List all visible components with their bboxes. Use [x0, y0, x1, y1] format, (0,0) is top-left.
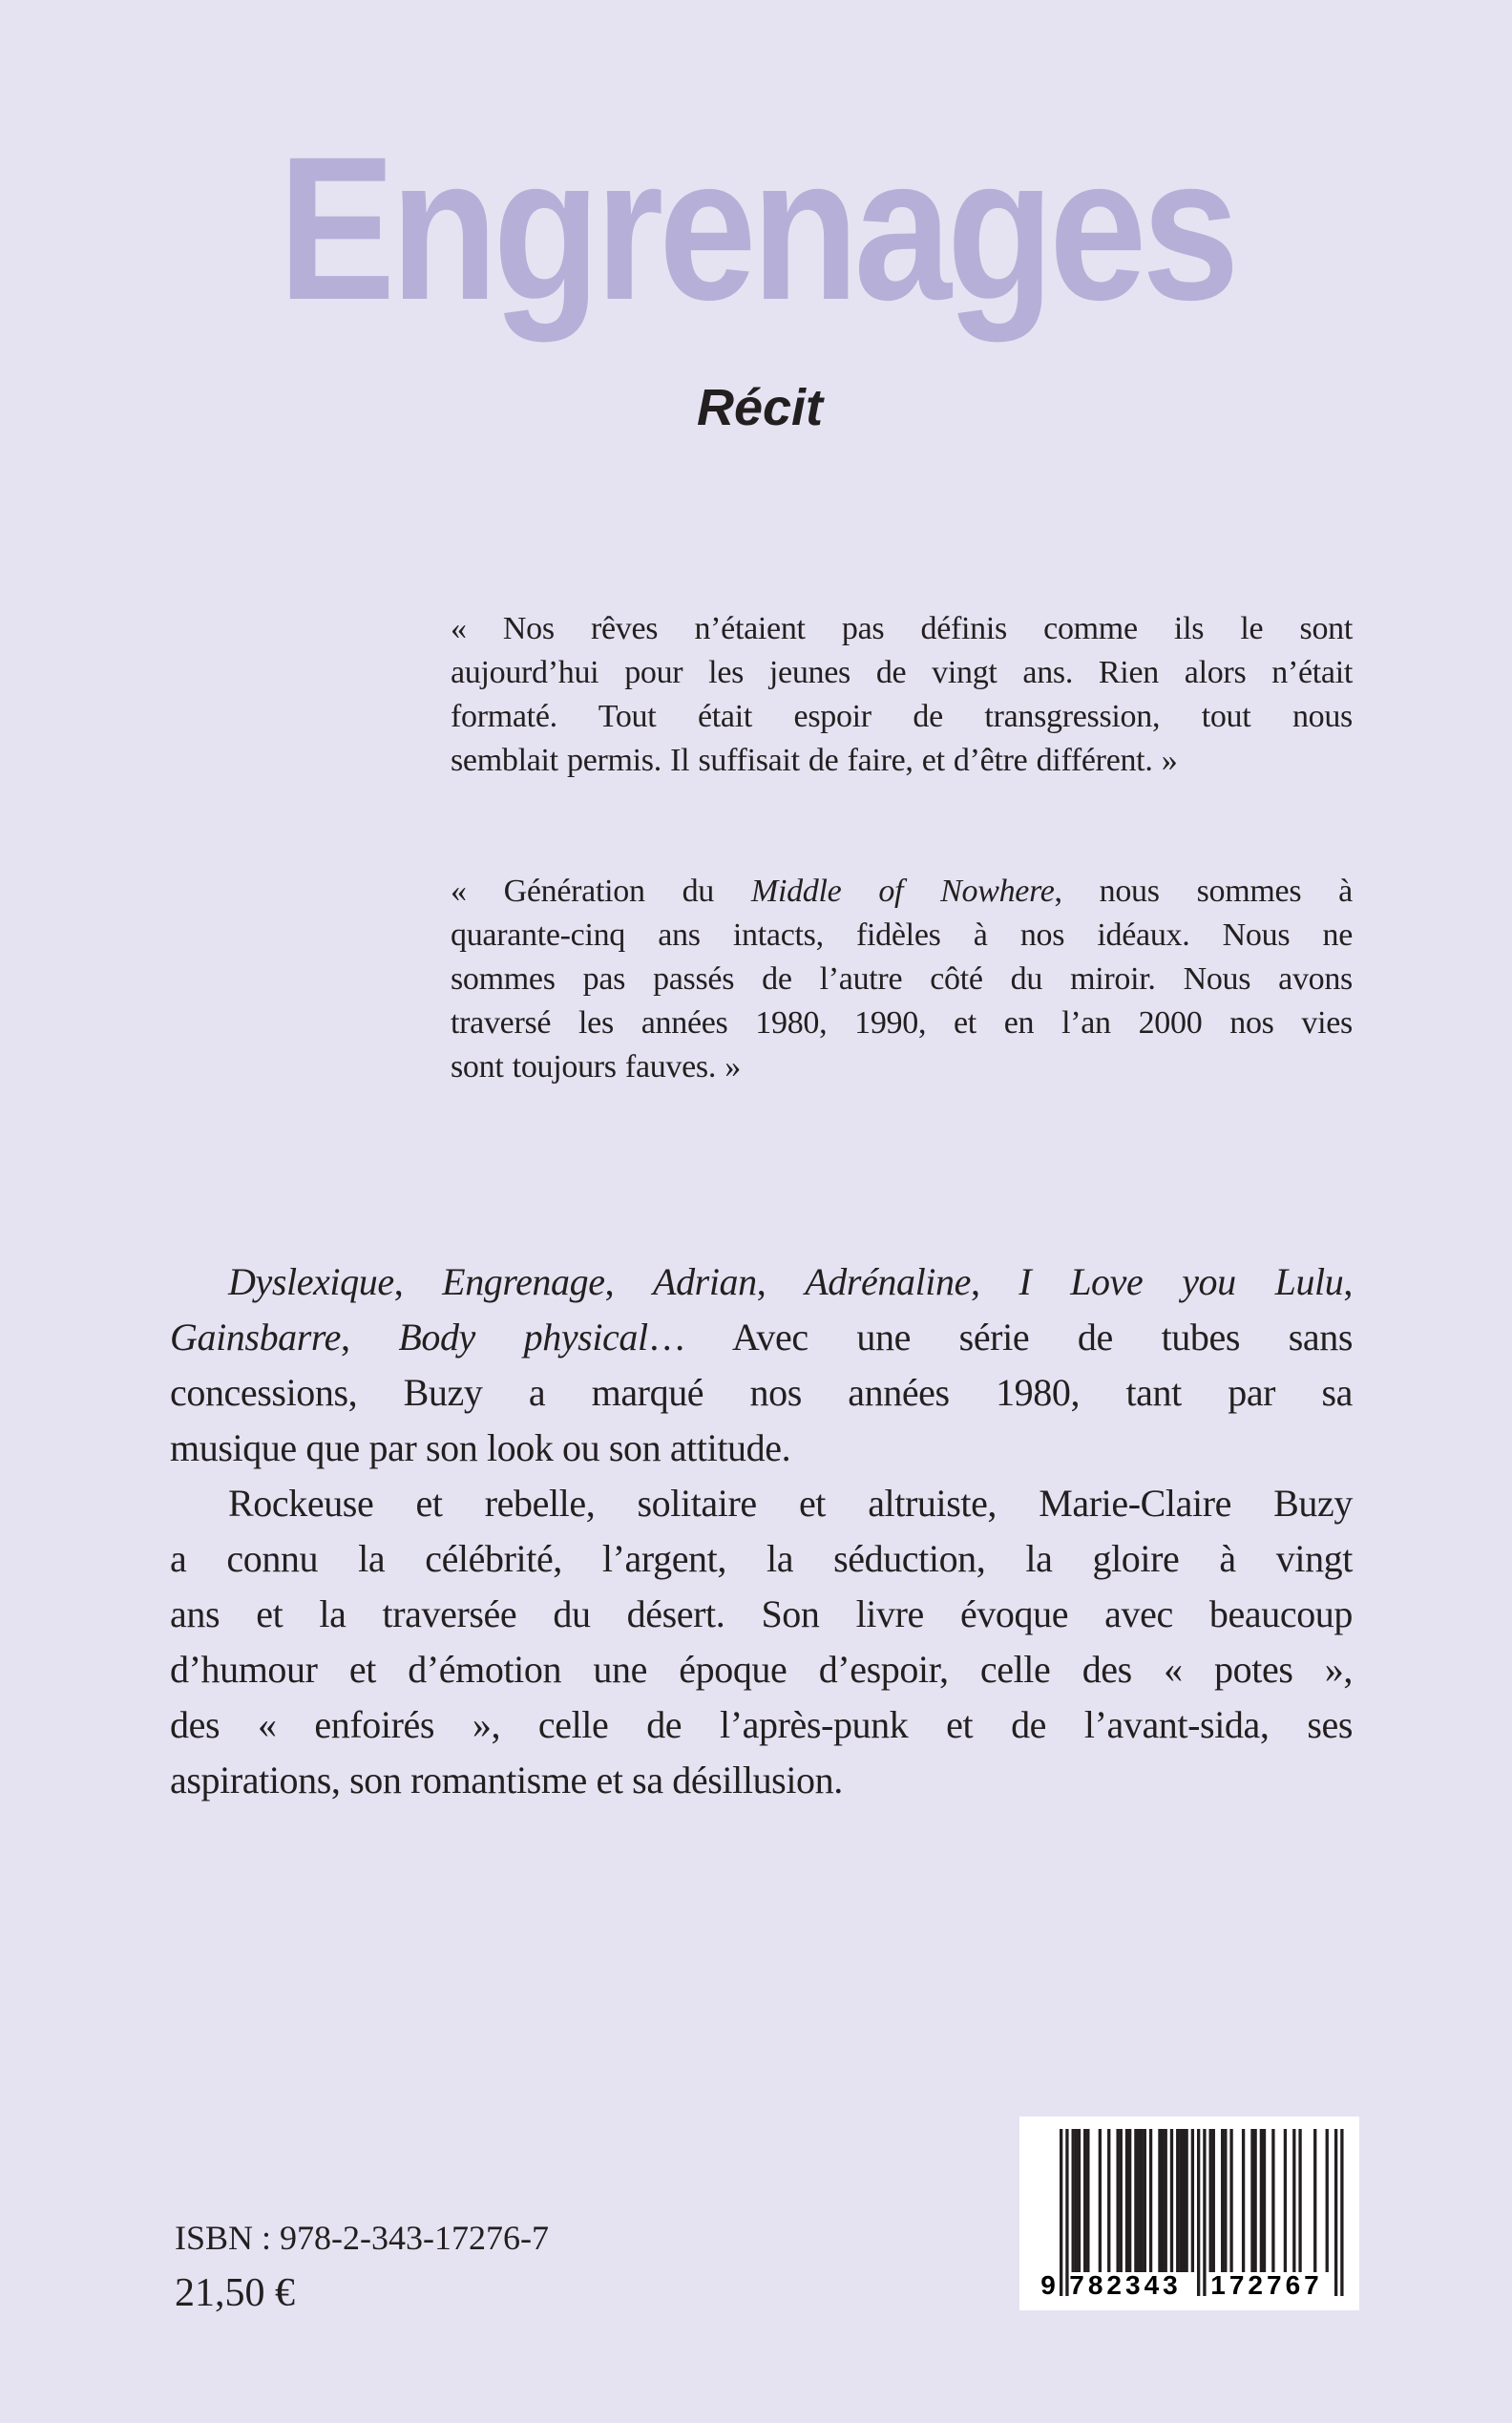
text-line [170, 1587, 1353, 1642]
italic-title: Body physical [398, 1316, 648, 1359]
text-segment: des « enfoirés », celle de l’après-punk et de l’avant-sida, ses [170, 1703, 1353, 1746]
barcode-bar [1334, 2129, 1337, 2296]
italic-title: I Love you Lulu [1018, 1260, 1344, 1303]
barcode-bar [1242, 2129, 1245, 2272]
text-segment: , [970, 1260, 1019, 1303]
isbn: ISBN : 978-2-343-17276-7 [175, 2219, 549, 2257]
barcode-bar [1060, 2129, 1062, 2296]
text-segment: quarante-cinq ans intacts, fidèles à nos idéaux. Nous ne [451, 917, 1353, 953]
barcode-bar [1161, 2129, 1164, 2272]
book-title [0, 115, 1512, 344]
text-line [170, 1476, 1353, 1531]
barcode-bar [1165, 2129, 1167, 2272]
text-line [170, 1642, 1353, 1697]
barcode-bar [1224, 2129, 1227, 2272]
text-line [451, 695, 1353, 739]
text-line [451, 870, 1353, 914]
barcode-bar [1191, 2129, 1194, 2272]
text-line [451, 914, 1353, 958]
barcode-bar [1326, 2129, 1329, 2272]
barcode-bar [1141, 2129, 1144, 2272]
text-line [451, 1045, 1353, 1089]
text-line [451, 958, 1353, 1001]
text-segment: sont toujours fauves. » [451, 1049, 741, 1085]
barcode-bar [1158, 2129, 1161, 2272]
barcode-bar [1137, 2129, 1140, 2272]
barcode-bar [1144, 2129, 1146, 2272]
text-segment: , [1343, 1260, 1353, 1303]
italic-title: Gainsbarre [170, 1316, 341, 1359]
text-line [451, 739, 1353, 783]
barcode [1019, 2117, 1359, 2310]
text-segment: concessions, Buzy a marqué nos années 1980, tant par sa [170, 1371, 1353, 1414]
barcode-bar [1313, 2129, 1316, 2272]
barcode-bar [1083, 2129, 1086, 2272]
text-segment: , [393, 1260, 443, 1303]
barcode-bar [1263, 2129, 1266, 2272]
text-segment: , [604, 1260, 654, 1303]
barcode-bar [1099, 2129, 1102, 2272]
barcode-bar [1185, 2129, 1187, 2272]
italic-title: Adrénaline [805, 1260, 971, 1303]
description-paragraph-2 [170, 1476, 1353, 1808]
barcode-bar [1176, 2129, 1179, 2272]
barcode-bar [1298, 2129, 1301, 2272]
text-segment: , nous sommes à [1054, 874, 1353, 909]
barcode-bar [1271, 2129, 1274, 2272]
text-segment: a connu la célébrité, l’argent, la séduction, la gloire à vingt [170, 1537, 1353, 1580]
barcode-bar [1072, 2129, 1075, 2272]
barcode-bar [1253, 2129, 1256, 2272]
quote-1 [451, 607, 1353, 783]
description [170, 1254, 1353, 1808]
barcode-bar [1212, 2129, 1215, 2272]
barcode-bar [1340, 2129, 1343, 2296]
description-paragraph-1 [170, 1254, 1353, 1476]
quote-2 [451, 870, 1353, 1089]
text-segment: formaté. Tout était espoir de transgression, tout nous [451, 699, 1353, 734]
barcode-bar [1170, 2129, 1173, 2272]
barcode-bar [1134, 2129, 1137, 2272]
italic-title: Adrian [653, 1260, 757, 1303]
text-segment: « Nos rêves n’étaient pas définis comme ils le sont [451, 611, 1353, 646]
barcode-graphic [1019, 2117, 1359, 2310]
text-line [170, 1254, 1353, 1310]
text-line [170, 1697, 1353, 1753]
barcode-bar [1125, 2129, 1128, 2272]
barcode-bar [1229, 2129, 1232, 2272]
text-segment: semblait permis. Il suffisait de faire, et d’être différent. » [451, 743, 1178, 778]
text-segment: traversé les années 1980, 1990, et en l’an 2000 nos vies [451, 1005, 1353, 1041]
barcode-bar [1203, 2129, 1206, 2296]
italic-title: Middle of Nowhere [750, 874, 1055, 909]
text-line [451, 607, 1353, 651]
barcode-bar [1250, 2129, 1253, 2272]
text-segment: musique que par son look ou son attitude. [170, 1426, 791, 1469]
barcode-bar [1221, 2129, 1224, 2272]
book-title-text: Engrenages [278, 115, 1234, 343]
barcode-bar [1075, 2129, 1078, 2272]
barcode-bar [1197, 2129, 1200, 2296]
text-line [451, 651, 1353, 695]
barcode-bar [1086, 2129, 1089, 2272]
text-line [170, 1421, 1353, 1476]
text-segment: … Avec une série de tubes sans [647, 1316, 1354, 1359]
text-line [170, 1365, 1353, 1421]
text-line [451, 1001, 1353, 1045]
text-segment: , [340, 1316, 399, 1359]
barcode-bar [1179, 2129, 1182, 2272]
text-segment: , [756, 1260, 806, 1303]
barcode-bar [1120, 2129, 1123, 2272]
barcode-bar [1107, 2129, 1110, 2272]
text-line [170, 1753, 1353, 1808]
barcode-bar [1149, 2129, 1152, 2272]
text-line [170, 1310, 1353, 1365]
italic-title: Engrenage [442, 1260, 605, 1303]
text-segment: « Génération du [451, 874, 751, 909]
barcode-bar [1078, 2129, 1081, 2272]
barcode-digits-right: 172767 [1210, 2270, 1323, 2300]
barcode-bar [1209, 2129, 1212, 2272]
barcode-bar [1065, 2129, 1068, 2296]
barcode-bar [1284, 2129, 1287, 2272]
book-genre: Récit [696, 379, 824, 436]
text-segment: Rockeuse et rebelle, solitaire et altruiste, Marie-Claire Buzy [228, 1482, 1353, 1525]
barcode-digit-first: 9 [1040, 2270, 1056, 2300]
text-segment: ans et la traversée du désert. Son livre évoque avec beaucoup [170, 1592, 1353, 1635]
text-segment: aspirations, son romantisme et sa désillusion. [170, 1759, 843, 1801]
text-line [170, 1531, 1353, 1587]
text-segment: sommes pas passés de l’autre côté du miroir. Nous avons [451, 961, 1353, 997]
price: 21,50 € [175, 2271, 295, 2315]
barcode-bar [1128, 2129, 1131, 2272]
barcode-digits-left: 782343 [1069, 2270, 1182, 2300]
text-segment: d’humour et d’émotion une époque d’espoir, celle des « potes », [170, 1648, 1353, 1691]
barcode-bar [1116, 2129, 1119, 2272]
text-segment: aujourd’hui pour les jeunes de vingt ans. Rien alors n’était [451, 655, 1353, 690]
barcode-bar [1182, 2129, 1185, 2272]
barcode-bar [1292, 2129, 1295, 2272]
italic-title: Dyslexique [228, 1260, 394, 1303]
barcode-bar [1260, 2129, 1263, 2272]
